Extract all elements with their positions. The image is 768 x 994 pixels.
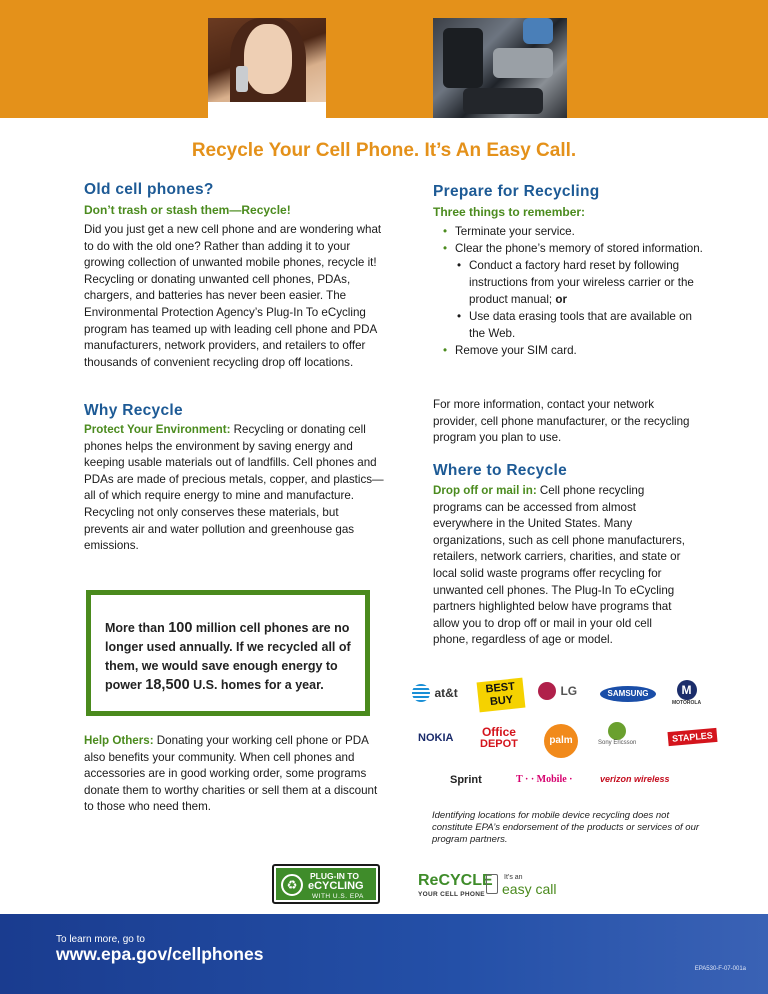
list-item — [443, 342, 703, 359]
header-banner — [0, 0, 768, 118]
old-phones-subheading: Don’t trash or stash them—Recycle! — [84, 203, 291, 217]
prepare-heading: Prepare for Recycling — [433, 183, 600, 200]
protect-environment-lead: Protect Your Environment: — [84, 423, 231, 436]
callout-text-3: U.S. homes for a year. — [189, 678, 324, 692]
prepare-subheading: Three things to remember: — [433, 205, 586, 219]
endorsement-disclaimer: Identifying locations for mobile device recycling does not constitute EPA’s endorsement of the products or services of our program partners. — [432, 810, 700, 845]
bullet-factory-reset: Conduct a factory hard reset by following instructions from your wireless carrier or the product manual; — [469, 259, 694, 306]
bullet-remove-sim: Remove your SIM card. — [455, 344, 577, 357]
recycle-plug-icon: ♻ — [281, 874, 303, 896]
verizon-logo: verizon wireless — [600, 774, 670, 784]
footer — [0, 914, 768, 994]
bullet-clear-memory: Clear the phone’s memory of stored information. — [455, 242, 703, 255]
list-item — [443, 240, 703, 257]
sony-ericsson-logo: Sony Ericsson — [598, 722, 636, 746]
att-logo: at&t — [412, 684, 458, 702]
help-others-lead: Help Others: — [84, 734, 154, 747]
why-recycle-heading: Why Recycle — [84, 402, 183, 419]
callout-number-100: 100 — [168, 620, 193, 636]
old-phones-photo — [433, 18, 567, 118]
old-phones-heading: Old cell phones? — [84, 181, 214, 198]
plug-in-to-ecycling-badge — [272, 864, 380, 904]
t-mobile-logo: T · · Mobile · — [516, 774, 573, 785]
nokia-logo: NOKIA — [418, 732, 454, 744]
where-heading: Where to Recycle — [433, 462, 568, 479]
badge-line-3: WITH U.S. EPA — [312, 893, 364, 900]
where-body — [433, 483, 689, 649]
old-phones-body: Did you just get a new cell phone and are wondering what to do with the old one? Rather than adding it to your growing collection of unwanted mobile phones, recycle it! Recycling or donating unwanted cell phones, PDAs, chargers, and batteries has never been easier. The Environmental Protection Agency’s Plug-In To eCycling program has teamed up with leading cell phone and PDA manufacturers, network providers, and retailers to offer thousands of convenient recycling drop off locations. — [84, 223, 382, 369]
stat-callout-box — [86, 590, 370, 716]
recycle-logo-easy: easy call — [502, 881, 557, 897]
badge-line-2: eCYCLING — [308, 880, 364, 892]
badge-line-1: PLUG-IN TO — [310, 871, 359, 881]
sprint-logo: Sprint — [450, 774, 482, 786]
palm-logo: palm — [544, 724, 578, 758]
bullet-or: or — [555, 293, 567, 306]
help-others-text: Donating your working cell phone or PDA also benefits your community. When cell phones and accessories are in good working order, some programs donate them to worthy charities or sell them at a discount to those who need them. — [84, 734, 378, 814]
callout-text-2: million cell phones are no longer used annually. If we recycled all of them, we would save enough energy to power — [105, 621, 351, 692]
recycle-logo-subtitle: YOUR CELL PHONE — [418, 891, 485, 898]
why-recycle-body — [84, 422, 384, 555]
callout-number-18500: 18,500 — [145, 677, 190, 693]
list-item — [443, 223, 703, 240]
list-item — [443, 308, 703, 342]
staples-logo: STAPLES — [667, 728, 717, 746]
partner-logos — [410, 678, 740, 796]
prepare-bullet-list — [443, 223, 703, 359]
office-depot-logo: Office DEPOT — [480, 725, 518, 750]
document-code: EPA530-F-07-001a — [694, 966, 746, 972]
where-text: Cell phone recycling programs can be accessed from almost everywhere in the United States. Many organizations, such as cell phone manufacturers, retailers, network carriers, charities, and state or local solid waste programs offer recycling for unwanted cell phones. The Plug-In To eCycling partners highlighted below have programs that allow you to drop off or mail in your old cell phone, regardless of age or model. — [433, 484, 685, 647]
bullet-terminate: Terminate your service. — [455, 225, 575, 238]
footer-lead-text: To learn more, go to — [56, 934, 145, 945]
bullet-erasing-tools: Use data erasing tools that are available on the Web. — [469, 310, 692, 340]
page-headline: Recycle Your Cell Phone. It’s An Easy Call. — [191, 140, 577, 161]
recycle-logo-title: ReCYCLE — [418, 872, 493, 889]
woman-on-phone-photo — [208, 18, 326, 118]
samsung-logo: SAMSUNG — [600, 686, 656, 702]
footer-url-link[interactable]: www.epa.gov/cellphones — [56, 944, 264, 964]
callout-text-1: More than — [105, 621, 169, 635]
stat-callout-text — [91, 595, 365, 711]
recycle-logo-its: It’s an — [504, 874, 523, 881]
lg-logo: LG — [538, 682, 577, 700]
drop-off-lead: Drop off or mail in: — [433, 484, 537, 497]
best-buy-logo: BEST BUY — [477, 678, 526, 713]
more-info-text: For more information, contact your network provider, cell phone manufacturer, or the recycling program you plan to use. — [433, 398, 690, 445]
list-item — [443, 257, 703, 308]
motorola-logo: M MOTOROLA — [672, 680, 701, 706]
why-recycle-text: Recycling or donating cell phones helps the environment by saving energy and keeping usable materials out of landfills. Cell phones and PDAs are made of precious metals, copper, and plastics—all of which require energy to mine and manufacture. Recycling not only conserves these materials, but prevents air and water pollution and greenhouse gas emissions. — [84, 423, 384, 553]
phone-icon — [486, 874, 498, 894]
recycle-easy-call-logo — [418, 872, 568, 902]
help-others-body — [84, 733, 384, 816]
